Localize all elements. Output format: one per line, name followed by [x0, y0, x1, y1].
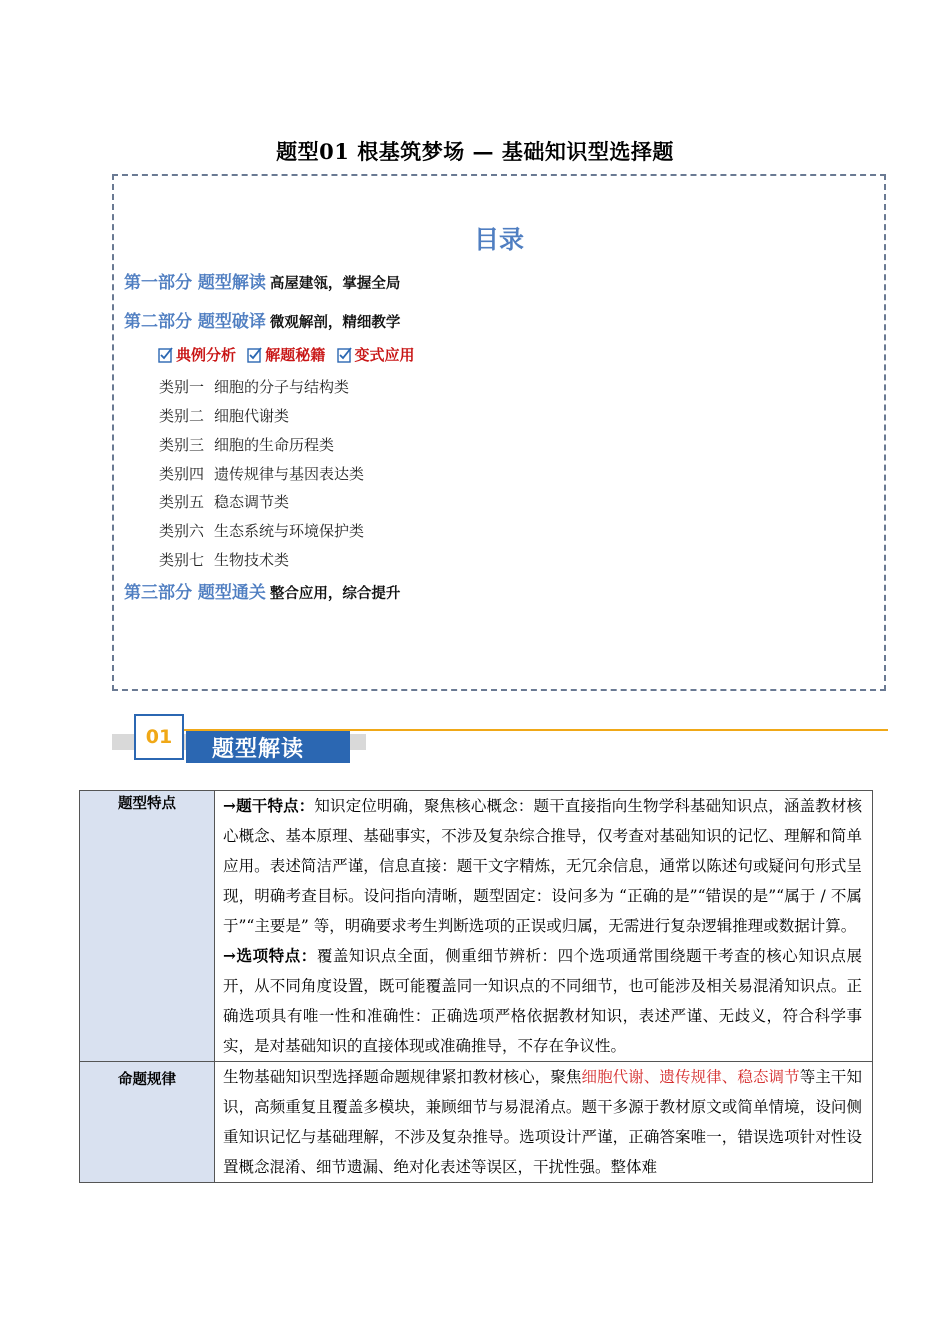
category-name: 生物技术类: [214, 551, 290, 569]
category-number: 类别一: [159, 378, 205, 396]
toc-category-2[interactable]: [159, 405, 289, 426]
toc-part-label: 第二部分 题型破译: [124, 312, 266, 332]
arrow-icon: →: [223, 946, 236, 965]
category-number: 类别六: [159, 522, 205, 540]
toc-part-desc: 高屋建瓴，掌握全局: [269, 275, 401, 292]
section-label: 题型解读: [186, 731, 350, 763]
key-term: 选项特点：: [236, 946, 317, 965]
toc-part-desc: 整合应用，综合提升: [269, 585, 401, 602]
category-number: 类别四: [159, 465, 205, 483]
category-name: 稳态调节类: [214, 493, 290, 511]
checklist-icon: [337, 346, 353, 363]
paragraph-text: 等主干知识，高频重复且覆盖多模块，兼顾细节与易混淆点。题干多源于教材原文或简单情境，设问侧重知识记忆与基础理解，不涉及复杂推导。选项设计严谨，正确答案唯一，错误选项针对性设置概念混淆、细节遗漏、绝对化表述等误区，干扰性强。整体难: [223, 1068, 862, 1176]
toc-features: [158, 344, 421, 367]
toc-category-6[interactable]: [159, 520, 364, 541]
row-content: [215, 791, 873, 1062]
option-features-paragraph: [223, 941, 862, 1061]
toc-part-3[interactable]: [124, 578, 400, 603]
category-number: 类别三: [159, 436, 205, 454]
category-number: 类别五: [159, 493, 205, 511]
paragraph-text: 生物基础知识型选择题命题规律紧扣教材核心，聚焦: [223, 1068, 582, 1086]
document-title: 题型01 根基筑梦场 — 基础知识型选择题: [276, 139, 674, 164]
row-header: 命题规律: [80, 1062, 215, 1183]
toc-category-3[interactable]: [159, 434, 334, 455]
checklist-icon: [247, 346, 263, 363]
feature-label: 解题秘籍: [265, 346, 326, 364]
table-of-contents: [112, 174, 886, 691]
arrow-icon: →: [223, 796, 236, 815]
toc-part-2[interactable]: [124, 307, 400, 332]
category-name: 遗传规律与基因表达类: [214, 465, 365, 483]
row-content: [215, 1062, 873, 1183]
checklist-icon: [158, 346, 174, 363]
feature-variant-application[interactable]: [337, 344, 415, 365]
category-name: 细胞的分子与结构类: [214, 378, 350, 396]
row-header: 题型特点: [80, 791, 215, 1062]
paragraph-text: 覆盖知识点全面，侧重细节辨析：四个选项通常围绕题干考查的核心知识点展开，从不同角度设置，既可能覆盖同一知识点的不同细节，也可能涉及相关易混淆知识点。正确选项具有唯一性和准确性：正确选项严格依据教材知识，表述严谨、无歧义，符合科学事实，是对基础知识的直接体现或准确推导，不存在争议性。: [223, 947, 862, 1055]
highlighted-text: 细胞代谢、遗传规律、稳态调节: [581, 1068, 800, 1086]
toc-part-label: 第三部分 题型通关: [124, 583, 266, 603]
feature-label: 变式应用: [354, 346, 415, 364]
category-name: 细胞的生命历程类: [214, 436, 335, 454]
category-number: 类别二: [159, 407, 205, 425]
toc-category-4[interactable]: [159, 463, 364, 484]
category-number: 类别七: [159, 551, 205, 569]
category-name: 生态系统与环境保护类: [214, 522, 365, 540]
toc-heading: 目录: [473, 225, 524, 254]
toc-part-label: 第一部分 题型解读: [124, 273, 266, 293]
stem-features-paragraph: [223, 791, 862, 941]
toc-category-7[interactable]: [159, 549, 289, 570]
table-row: [80, 1062, 873, 1183]
toc-part-desc: 微观解剖，精细教学: [269, 314, 401, 331]
section-number: 01: [134, 714, 184, 760]
toc-category-5[interactable]: [159, 491, 289, 512]
feature-example-analysis[interactable]: [158, 344, 236, 365]
feature-label: 典例分析: [176, 346, 237, 364]
table-row: [80, 791, 873, 1062]
question-type-table: [79, 790, 873, 1183]
toc-category-1[interactable]: [159, 376, 349, 397]
category-name: 细胞代谢类: [214, 407, 290, 425]
feature-solving-secrets[interactable]: [247, 344, 325, 365]
key-term: 题干特点：: [236, 796, 315, 815]
toc-part-1[interactable]: [124, 268, 400, 293]
section-banner: [112, 712, 888, 768]
paragraph-text: 知识定位明确，聚焦核心概念：题干直接指向生物学科基础知识点，涵盖教材核心概念、基本原理、基础事实，不涉及复杂综合推导，仅考查对基础知识的记忆、理解和简单应用。表述简洁严谨，信息直接：题干文字精炼，无冗余信息，通常以陈述句或疑问句形式呈现，明确考查目标。设问指向清晰，题型固定：设问多为 “正确的是”“错误的是”“属于 / 不属于”“主要是” 等，明确要求考生判断选项的正误或归属，无需进行复杂逻辑推理或数据计算。: [223, 797, 862, 935]
